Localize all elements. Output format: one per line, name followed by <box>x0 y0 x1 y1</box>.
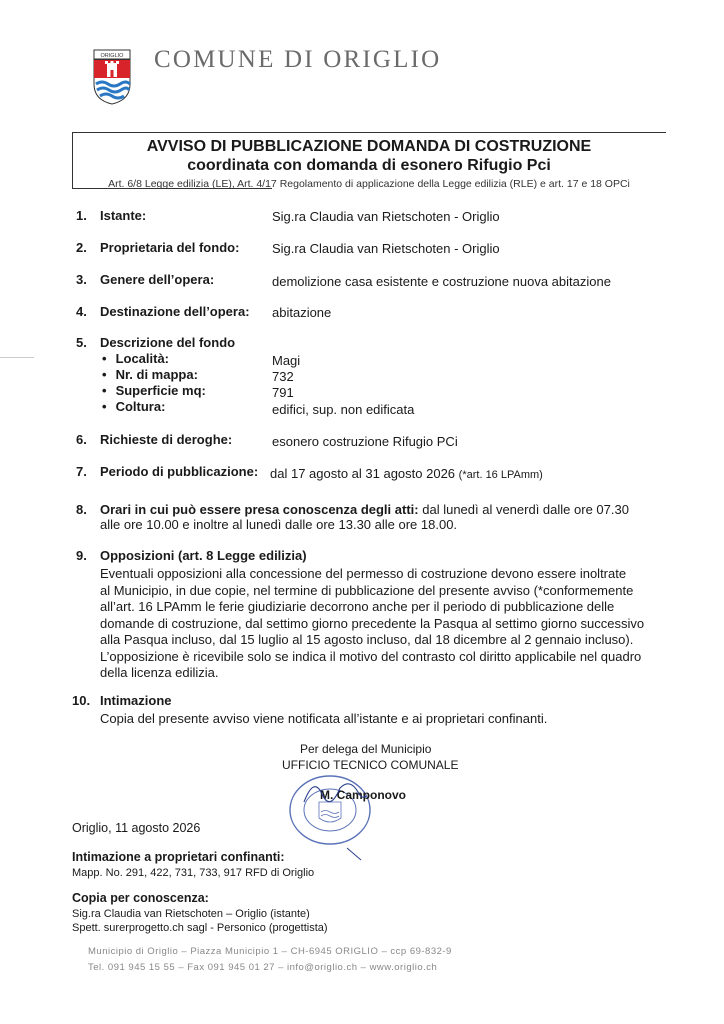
margin-mark <box>0 357 34 358</box>
coat-of-arms-icon <box>88 46 136 106</box>
footer-address: Municipio di Origlio – Piazza Municipio 1 – CH-6945 ORIGLIO – ccp 69-832-9 <box>88 946 452 957</box>
item-value: Copia del presente avviso viene notificata all’istante e ai proprietari confinanti. <box>100 711 548 726</box>
item-value: demolizione casa esistente e costruzione nuova abitazione <box>272 274 611 289</box>
locality-label: • Località: <box>102 351 169 366</box>
copy-title: Copia per conoscenza: <box>72 891 209 905</box>
area-label: • Superficie mq: <box>102 383 206 398</box>
signature-delegation: Per delega del Municipio <box>300 742 432 756</box>
parcel-value: 732 <box>272 369 294 384</box>
notice-title: AVVISO DI PUBBLICAZIONE DOMANDA DI COSTRUZIONE <box>146 138 592 155</box>
item-value-line2: alle ore 10.00 e inoltre al lunedì dalle ore 13.30 alle ore 18.00. <box>100 517 458 532</box>
footer-contacts: Tel. 091 945 15 55 – Fax 091 945 01 27 – info@origlio.ch – www.origlio.ch <box>88 962 438 973</box>
item-label: Descrizione del fondo <box>100 335 236 350</box>
item-value: abitazione <box>272 305 332 320</box>
handwritten-signature-icon <box>300 770 370 810</box>
item-label: Genere dell’opera: <box>100 272 215 287</box>
item-value: esonero costruzione Rifugio PCi <box>272 434 458 449</box>
item-label: Periodo di pubblicazione: <box>100 464 259 479</box>
item-note: (*art. 16 LPAmm) <box>458 469 543 481</box>
crest-label: ORIGLIO <box>100 53 124 59</box>
document-date: Origlio, 11 agosto 2026 <box>72 821 201 835</box>
municipality-name: COMUNE DI ORIGLIO <box>154 46 442 73</box>
signatory-name: M. Camponovo <box>320 788 406 802</box>
neighbors-title: Intimazione a proprietari confinanti: <box>72 850 285 864</box>
copy-recipient-1: Sig.ra Claudia van Rietschoten – Origlio (istante) <box>72 908 310 920</box>
item-label: Orari in cui può essere presa conoscenza degli atti: <box>100 502 419 517</box>
item-label: Opposizioni (art. 8 Legge edilizia) <box>100 548 307 563</box>
objections-text: Eventuali opposizioni alla concessione del permesso di costruzione devono essere inoltrate al Municipio, in due copie, nel termine di pubblicazione del presente avviso (*conformemente all’art. 16 LPAmm le ferie giudiziarie decorrono anche per il periodo di pubblicazione delle domande di costruzione, dal settimo giorno precedente la Pasqua al settimo giorno successivo alla Pasqua incluso, dal 15 luglio al 15 agosto incluso, dal 18 dicembre al 2 gennaio incluso). L’opposizione è ricevibile solo se indica il motivo del contrasto col diritto applicabile nel quadro della licenza edilizia. <box>100 566 645 680</box>
signature-office: UFFICIO TECNICO COMUNALE <box>282 758 459 772</box>
parcel-label: • Nr. di mappa: <box>102 367 198 382</box>
notice-subtitle: coordinata con domanda di esonero Rifugio Pci <box>187 157 551 174</box>
item-value: Sig.ra Claudia van Rietschoten - Origlio <box>272 209 500 224</box>
neighbors-parcels: Mapp. No. 291, 422, 731, 733, 917 RFD di Origlio <box>72 867 315 879</box>
locality-value: Magi <box>272 353 301 368</box>
item-label: Destinazione dell’opera: <box>100 304 250 319</box>
land-use-value: edifici, sup. non edificata <box>272 402 415 417</box>
area-value: 791 <box>272 385 294 400</box>
item-label: Proprietaria del fondo: <box>100 240 240 255</box>
legal-references: Art. 6/8 Legge edilizia (LE), Art. 4/17 Regolamento di applicazione della Legge edilizia (RLE) e art. 17 e 18 OPCi <box>108 178 630 190</box>
land-use-label: • Coltura: <box>102 399 165 414</box>
item-value: Sig.ra Claudia van Rietschoten - Origlio <box>272 241 500 256</box>
item-label: Intimazione <box>100 693 172 708</box>
item-value-line1: dal lunedì al venerdì dalle ore 07.30 <box>422 502 629 517</box>
pen-stroke-icon <box>345 846 365 866</box>
item-label: Richieste di deroghe: <box>100 432 233 447</box>
copy-recipient-2: Spett. surerprogetto.ch sagl - Personico (progettista) <box>72 922 328 934</box>
item-label: Istante: <box>100 208 147 223</box>
item-value: dal 17 agosto al 31 agosto 2026 <box>270 466 456 481</box>
